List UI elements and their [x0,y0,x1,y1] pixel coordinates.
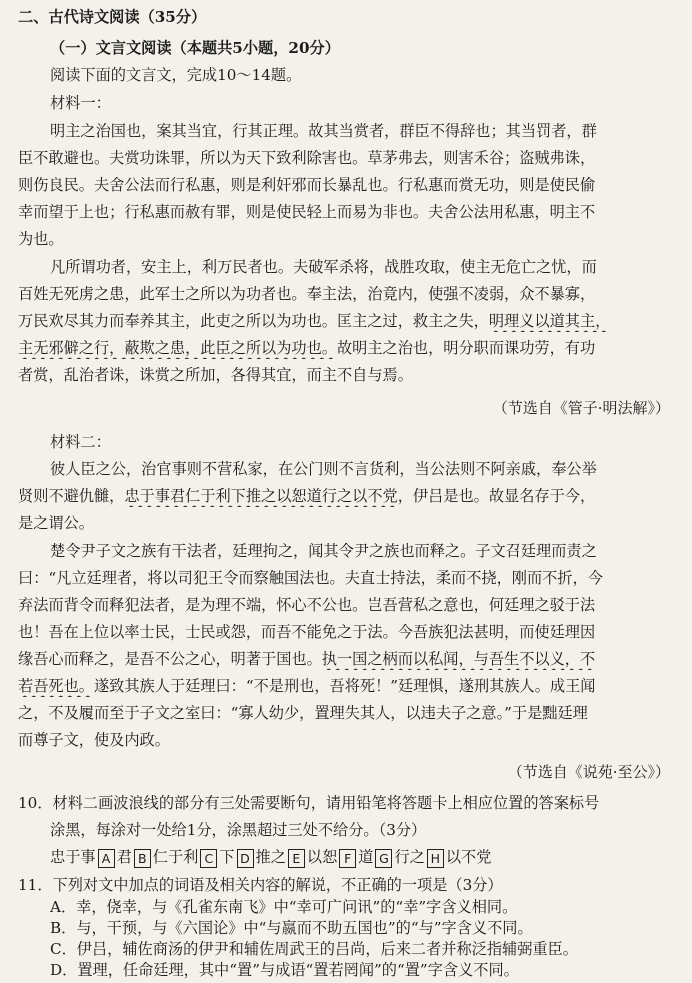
answer-box-b[interactable]: B [134,849,151,868]
answer-box-a[interactable]: A [98,849,115,868]
text-segment: 君 [116,848,132,866]
plain-text: ，伊吕是也。故显名存于今， [397,487,596,505]
material2-text-line [18,675,678,697]
plain-text: 故明主之治也，明分职而课功劳，有功 [336,339,596,357]
question-11-stem: 11．下列对文中加点的词语及相关内容的解说，不正确的一项是（3分） [18,876,503,894]
subsection-title: （一）文言文阅读（本题共5小题，20分） [50,39,340,57]
question-11-option-a[interactable]: A．幸，侥幸，与《孔雀东南飞》中“幸可广问讯”的“幸”字含义相同。 [50,898,518,916]
plain-text: 贤则不避仇雠， [18,487,125,505]
wavy-underlined-text: 执一国之柄而以私闻，与吾生不以义，不 [321,650,596,668]
question-10-answer-line [50,846,678,868]
wavy-underlined-text: 若吾死也。 [18,677,94,695]
material2-text-line: 是之谓公。 [18,514,94,532]
wavy-underlined-text: 明理义以道其主， [488,312,611,330]
question-11-option-c[interactable]: C．伊吕，辅佐商汤的伊尹和辅佐周武王的吕尚，后来二者并称泛指辅弼重臣。 [50,940,578,958]
instruction: 阅读下面的文言文，完成10～14题。 [50,66,302,84]
material1-text-line: 百姓无死虏之患，此军士之所以为功者也。奉主法，治竟内，使强不凌弱，众不暴寡， [18,285,596,303]
material2-text-line: 楚令尹子文之族有干法者，廷理拘之，闻其令尹之族也而释之。子文召廷理而责之 [50,542,597,560]
material1-text-line: 为也。 [18,230,64,248]
section-title: 二、古代诗文阅读（35分） [18,8,207,26]
answer-box-g[interactable]: G [375,849,392,868]
material1-text-line: 明主之治国也，案其当宜，行其正理。故其当赏者，群臣不得辞也；其当罚者，群 [50,122,597,140]
plain-text: 遂致其族人于廷理曰：“不是刑也，吾将死！”廷理惧，遂刑其族人。成王闻 [93,677,596,695]
plain-text: 万民欢尽其力而奉养其主，此吏之所以为功也。匡主之过，救主之失， [18,312,489,330]
material1-text-line [18,337,678,359]
wavy-underlined-text: 主无邪僻之行，蔽欺之患，此臣之所以为功也。 [18,339,337,357]
text-segment: 下 [219,848,235,866]
material2-text-line: 曰：“凡立廷理者，将以司犯王令而察触国法也。夫直士持法，柔而不挠，刚而不折，今 [18,569,603,587]
material1-text-line: 则伤良民。夫舍公法而行私惠，则是利奸邪而长暴乱也。行私惠而赏无功，则是使民偷 [18,176,596,194]
material1-source: （节选自《管子·明法解》） [492,399,670,417]
material1-text-line: 臣不敢避也。夫赏功诛罪，所以为天下致利除害也。草茅弗去，则害禾谷；盗贼弗诛， [18,149,596,167]
text-segment: 道 [358,848,374,866]
material1-text-line: 幸而望于上也；行私惠而赦有罪，则是使民轻上而易为非也。夫舍公法用私惠，明主不 [18,203,596,221]
plain-text: 缘吾心而释之，是吾不公之心，明著于国也。 [18,650,322,668]
question-11-option-d[interactable]: D．置理，任命廷理，其中“置”与成语“置若罔闻”的“置”字含义不同。 [50,961,519,979]
material2-text-line: 彼人臣之公，治官事则不营私家，在公门则不言货利，当公法则不阿亲戚，奉公举 [50,460,597,478]
text-segment: 忠于事 [50,848,96,866]
material1-label: 材料一： [50,94,111,112]
question-11-option-b[interactable]: B．与，干预，与《六国论》中“与嬴而不助五国也”的“与”字含义不同。 [50,919,533,937]
answer-box-d[interactable]: D [237,849,254,868]
material2-text-line: 而尊子文，使及内政。 [18,731,170,749]
material2-source: （节选自《说苑·至公》） [507,763,670,781]
text-segment: 行之 [394,848,425,866]
text-segment: 以不党 [445,848,492,866]
question-10-stem-cont: 涂黑，每涂对一处给1分，涂黑超过三处不给分。（3分） [50,821,427,839]
text-segment: 以恕 [306,848,338,866]
text-segment: 推之 [255,848,286,866]
answer-box-f[interactable]: F [339,849,356,868]
material1-text-line: 者赏，乱治者诛，诛赏之所加，各得其宜，而主不自与焉。 [18,366,413,384]
material2-text-line [18,485,678,507]
material1-text-line [18,310,678,332]
text-segment: 仁于利 [152,848,199,866]
material2-text-line: 也！吾在上位以率士民，士民或怨，而吾不能免之于法。今吾族犯法甚明，而使廷理因 [18,623,596,641]
material1-text-line: 凡所谓功者，安主上，利万民者也。夫破军杀将，战胜攻取，使主无危亡之忧，而 [50,258,597,276]
material2-label: 材料二： [50,433,111,451]
answer-box-e[interactable]: E [288,849,305,868]
wavy-underlined-text: 忠于事君仁于利下推之以恕道行之以不党 [124,487,398,505]
material2-text-line: 之，不及履而至于子文之室曰：“寡人幼少，置理失其人，以违夫子之意。”于是黜廷理 [18,704,588,722]
answer-box-h[interactable]: H [427,849,444,868]
material2-text-line: 弃法而背令而释犯法者，是为理不端，怀心不公也。岂吾营私之意也，何廷理之驳于法 [18,596,596,614]
material2-text-line [18,648,678,670]
answer-box-c[interactable]: C [200,849,217,868]
question-10-stem: 10．材料二画波浪线的部分有三处需要断句，请用铅笔将答题卡上相应位置的答案标号 [18,794,600,812]
